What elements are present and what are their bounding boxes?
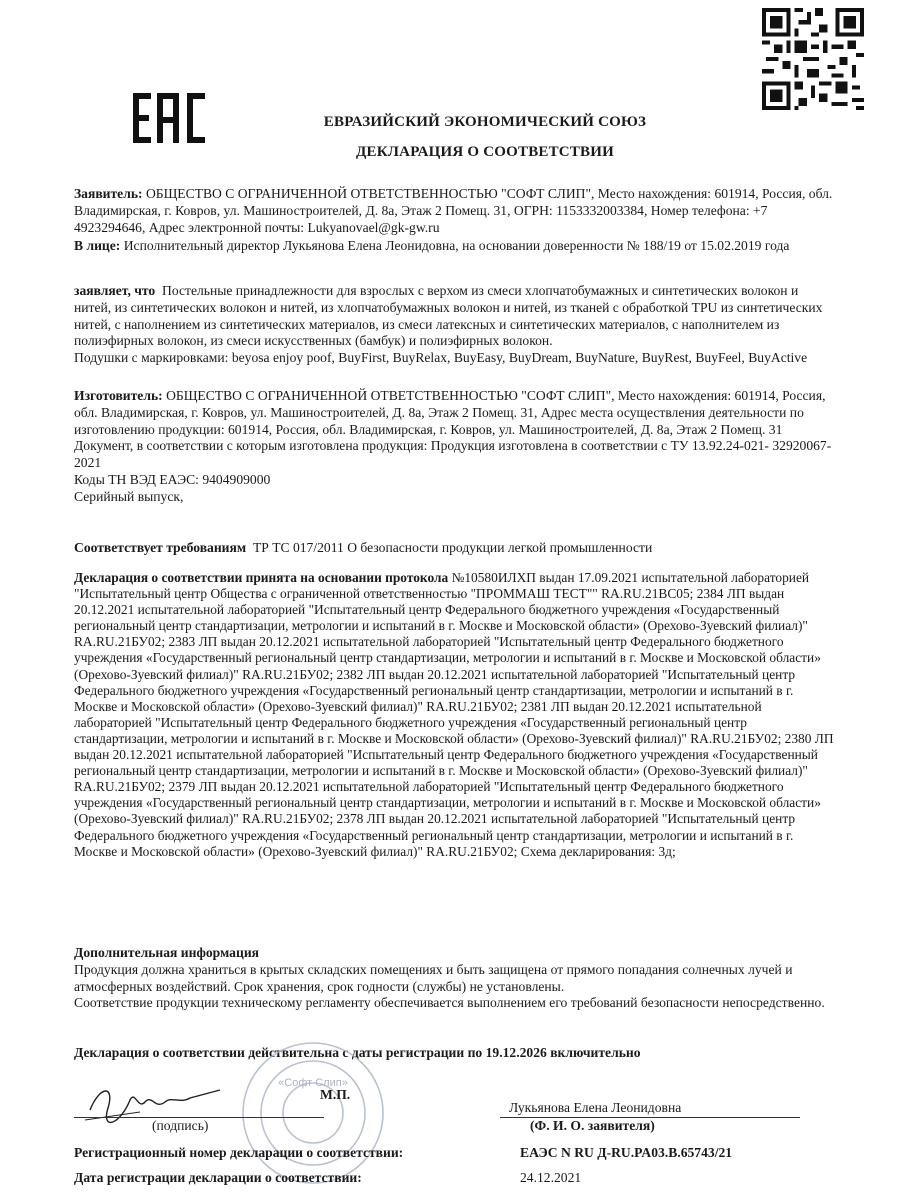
person-text: Исполнительный директор Лукьянова Елена Леонидовна, на основании доверенности № 188/19 от 15.02.2019 года — [123, 238, 790, 253]
signature-caption: (подпись) — [152, 1118, 209, 1133]
declares-section — [74, 283, 834, 367]
basis-section — [74, 570, 834, 860]
validity-section — [74, 1045, 834, 1062]
conforms-text: ТР ТС 017/2011 О безопасности продукции легкой промышленности — [252, 540, 653, 555]
applicant-section — [74, 186, 834, 236]
basis-text: №10580ИЛХП выдан 17.09.2021 испытательной лабораторией "Испытательный центр Общества с ограниченной ответственностью "ПРОММАШ ТЕСТ"" RA.RU.21ВС05; 2384 ЛП выдан 20.12.2021 испытательной лабораторией "Испытательный центр Федерального бюджетного учреждения «Государственный региональный центр стандартизации, метрологии и испытаний в г. Москве и Московской области» (Орехово-Зуевский филиал)" RA.RU.21БУ02; 2383 ЛП выдан 20.12.2021 испытательной лабораторией "Испытательный центр Федерального бюджетного учреждения «Государственный региональный центр стандартизации, метрологии и испытаний в г. Москве и Московской области» (Орехово-Зуевский филиал)" RA.RU.21БУ02; 2382 ЛП выдан 20.12.2021 испытательной лабораторией "Испытательный центр Федерального бюджетного учреждения «Государственный региональный центр стандартизации, метрологии и испытаний в г. Москве и Московской области» (Орехово-Зуевский филиал)" RA.RU.21БУ02; 2381 ЛП выдан 20.12.2021 испытательной лабораторией "Испытательный центр Федерального бюджетного учреждения «Государственный региональный центр стандартизации, метрологии и испытаний в г. Москве и Московской области» (Орехово-Зуевский филиал)" RA.RU.21БУ02; 2380 ЛП выдан 20.12.2021 испытательной лабораторией "Испытательный центр Федерального бюджетного учреждения «Государственный региональный центр стандартизации, метрологии и испытаний в г. Москве и Московской области» (Орехово-Зуевский филиал)" RA.RU.21БУ02; 2379 ЛП выдан 20.12.2021 испытательной лабораторией "Испытательный центр Федерального бюджетного учреждения «Государственный региональный центр стандартизации, метрологии и испытаний в г. Москве и Московской области» (Орехово-Зуевский филиал)" RA.RU.21БУ02; 2378 ЛП выдан 20.12.2021 испытательной лабораторией "Испытательный центр Федерального бюджетного учреждения «Государственный региональный центр стандартизации, метрологии и испытаний в г. Москве и Московской области» (Орехово-Зуевский филиал)" RA.RU.21БУ02; Схема декларирования: 3д; — [74, 570, 834, 859]
svg-text:«Софт Слип»: «Софт Слип» — [278, 1077, 348, 1089]
declares-label: заявляет, что — [74, 283, 156, 298]
mp-label: М.П. — [320, 1087, 351, 1102]
qr-code-icon — [762, 7, 864, 111]
person-section — [74, 238, 834, 255]
applicant-label: Заявитель: — [74, 186, 143, 201]
reg-date: 24.12.2021 — [520, 1170, 582, 1185]
name-caption: (Ф. И. О. заявителя) — [530, 1118, 655, 1133]
manufacturer-text: ОБЩЕСТВО С ОГРАНИЧЕННОЙ ОТВЕТСТВЕННОСТЬЮ "СОФТ СЛИП", Место нахождения: 601914, Россия, обл. Владимирская, г. Ковров, ул. Машиностроителей, Д. 8а, Этаж 2 Помещ. 31, Адрес места осуществления деятельности по изготовлению продукции: 601914, Россия, обл. Владимирская, г. Ковров, ул. Машиностроителей, Д. 8а, Этаж 2 Помещ. 31 — [74, 388, 826, 437]
person-label: В лице: — [74, 238, 121, 253]
company-stamp-icon — [238, 1038, 388, 1188]
declares-text: Постельные принадлежности для взрослых с верхом из смеси хлопчатобумажных и синтетических волокон и нитей, из синтетических волокон и нитей, из хлопчатобумажных волокон и нитей, из тканей с обработкой TPU из синтетических нитей, с наполнением из синтетических материалов, из смеси латексных и синтетических материалов, с наполнителем из полиэфирных волокон, из смеси искусственных (бамбук) и полиэфирных волокон. — [74, 283, 823, 349]
reg-date-label: Дата регистрации декларации о соответствии: — [74, 1170, 362, 1185]
additional-section — [74, 945, 834, 1012]
additional-label: Дополнительная информация — [74, 945, 260, 960]
document-line: Документ, в соответствии с которым изготовлена продукция: Продукция изготовлена в соответствии с ТУ 13.92.24-021- 32920067-2021 — [74, 438, 832, 471]
conforms-label: Соответствует требованиям — [74, 540, 247, 555]
validity-label: Декларация о соответствии действительна с даты регистрации по — [74, 1045, 483, 1060]
additional-line-2: Соответствие продукции техническому регламенту обеспечивается выполнением его требований безопасности непосредственно. — [74, 995, 825, 1011]
union-title: ЕВРАЗИЙСКИЙ ЭКОНОМИЧЕСКИЙ СОЮЗ — [323, 114, 647, 130]
document-title: ДЕКЛАРАЦИЯ О СООТВЕТСТВИИ — [356, 144, 614, 160]
conforms-section — [74, 540, 834, 557]
validity-date: 19.12.2026 — [485, 1045, 547, 1060]
pillows-line: Подушки с маркировками: beyosa enjoy poof, BuyFirst, BuyRelax, BuyEasy, BuyDream, BuyNature, BuyRest, BuyFeel, BuyActive — [74, 350, 808, 366]
basis-label: Декларация о соответствии принята на основании протокола — [74, 570, 449, 585]
serial-line: Серийный выпуск, — [74, 488, 184, 504]
validity-suffix: включительно — [550, 1045, 641, 1060]
codes-line: Коды ТН ВЭД ЕАЭС: 9404909000 — [74, 471, 271, 487]
applicant-name: Лукьянова Елена Леонидовна — [509, 1100, 682, 1115]
reg-number: ЕАЭС N RU Д-RU.PA03.B.65743/21 — [520, 1145, 733, 1160]
manufacturer-section — [74, 388, 834, 506]
manufacturer-label: Изготовитель: — [74, 388, 163, 403]
applicant-text: ОБЩЕСТВО С ОГРАНИЧЕННОЙ ОТВЕТСТВЕННОСТЬЮ "СОФТ СЛИП", Место нахождения: 601914, Россия, обл. Владимирская, г. Ковров, ул. Машиностроителей, Д. 8а, Этаж 2 Помещ. 31, ОГРН: 1153332003384, Номер телефона: +7 4923294646, Адрес электронной почты: Lukyanovael@gk-gw.ru — [74, 186, 833, 235]
reg-number-label: Регистрационный номер декларации о соответствии: — [74, 1145, 404, 1160]
additional-line-1: Продукция должна храниться в крытых складских помещениях и быть защищена от прямого попадания солнечных лучей и атмосферных воздействий. Срок хранения, срок годности (службы) не установлены. — [74, 961, 793, 994]
